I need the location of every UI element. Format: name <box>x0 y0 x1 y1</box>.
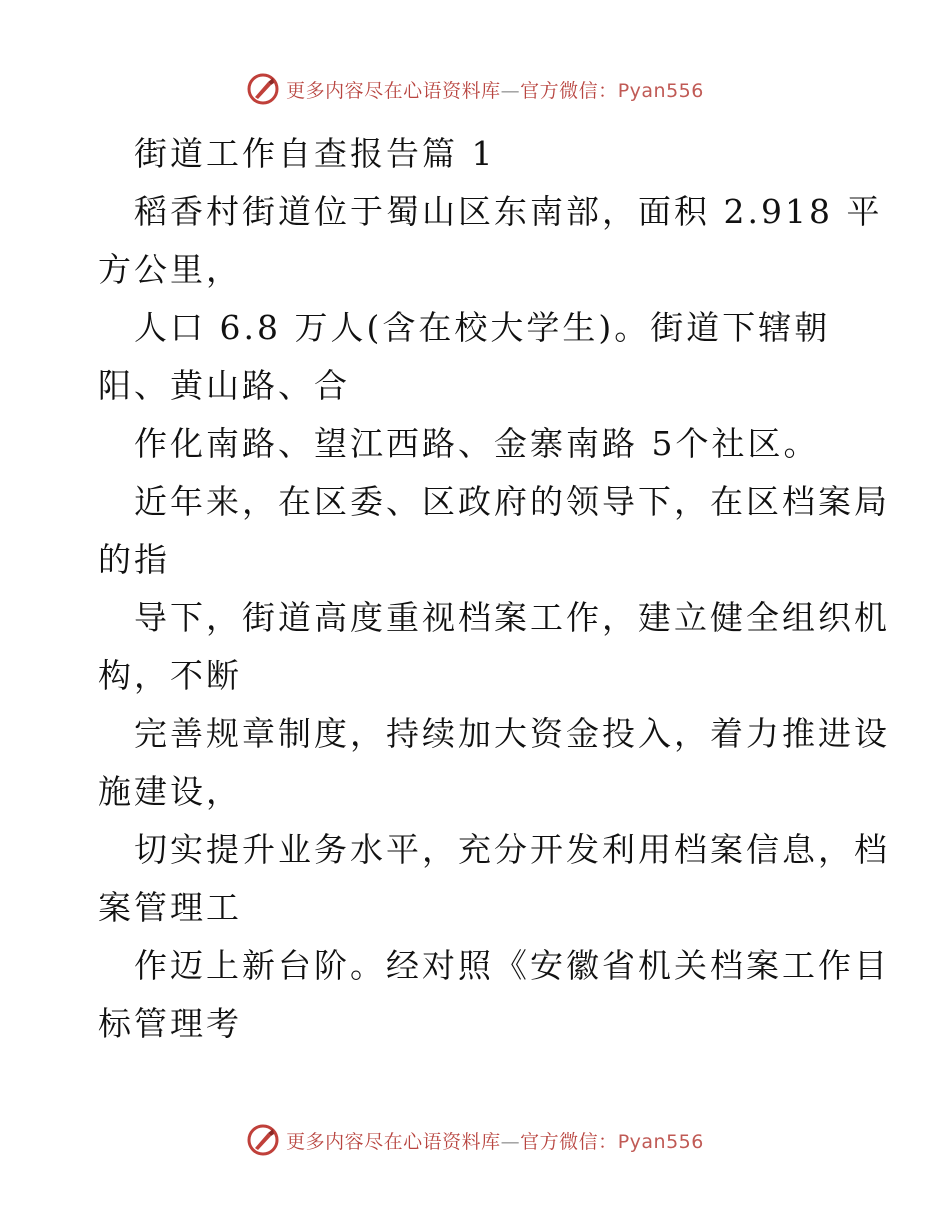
paragraph-line: 的指 <box>98 540 170 579</box>
paragraph-line: 构，不断 <box>98 656 242 695</box>
paragraph-line: 稻香村街道位于蜀山区东南部，面积 2.918 平 <box>134 192 883 231</box>
watermark-text <box>286 76 704 103</box>
paragraph-line: 阳、黄山路、合 <box>98 366 350 405</box>
paragraph-line: 切实提升业务水平，充分开发利用档案信息，档 <box>134 830 890 869</box>
watermark-account: Pyan556 <box>617 1130 704 1153</box>
paragraph-line: 人口 6.8 万人(含在校大学生)。街道下辖朝 <box>134 308 831 347</box>
paragraph-line: 作化南路、望江西路、金寨南路 5个社区。 <box>134 424 820 463</box>
watermark-separator: — <box>500 79 521 102</box>
paragraph-line: 作迈上新台阶。经对照《安徽省机关档案工作目 <box>134 946 890 985</box>
watermark-text <box>286 1127 704 1154</box>
document-body <box>98 125 890 1053</box>
header-watermark <box>0 72 950 106</box>
paragraph-line: 近年来，在区委、区政府的领导下，在区档案局 <box>134 482 890 521</box>
paragraph-line: 标管理考 <box>98 1004 242 1043</box>
paragraph-line: 施建设， <box>98 772 242 811</box>
paragraph-line: 完善规章制度，持续加大资金投入，着力推进设 <box>134 714 890 753</box>
watermark-account: Pyan556 <box>617 79 704 102</box>
quill-logo-icon <box>246 72 280 106</box>
paragraph-line: 方公里， <box>98 250 242 289</box>
paragraph-line: 导下，街道高度重视档案工作，建立健全组织机 <box>134 598 890 637</box>
watermark-suffix: 官方微信： <box>520 79 618 102</box>
watermark-separator: — <box>500 1130 521 1153</box>
document-title: 街道工作自查报告篇 1 <box>134 134 496 173</box>
watermark-main: 更多内容尽在心语资料库 <box>286 79 501 102</box>
watermark-suffix: 官方微信： <box>520 1130 618 1153</box>
footer-watermark <box>0 1123 950 1157</box>
watermark-main: 更多内容尽在心语资料库 <box>286 1130 501 1153</box>
quill-logo-icon <box>246 1123 280 1157</box>
paragraph-line: 案管理工 <box>98 888 242 927</box>
